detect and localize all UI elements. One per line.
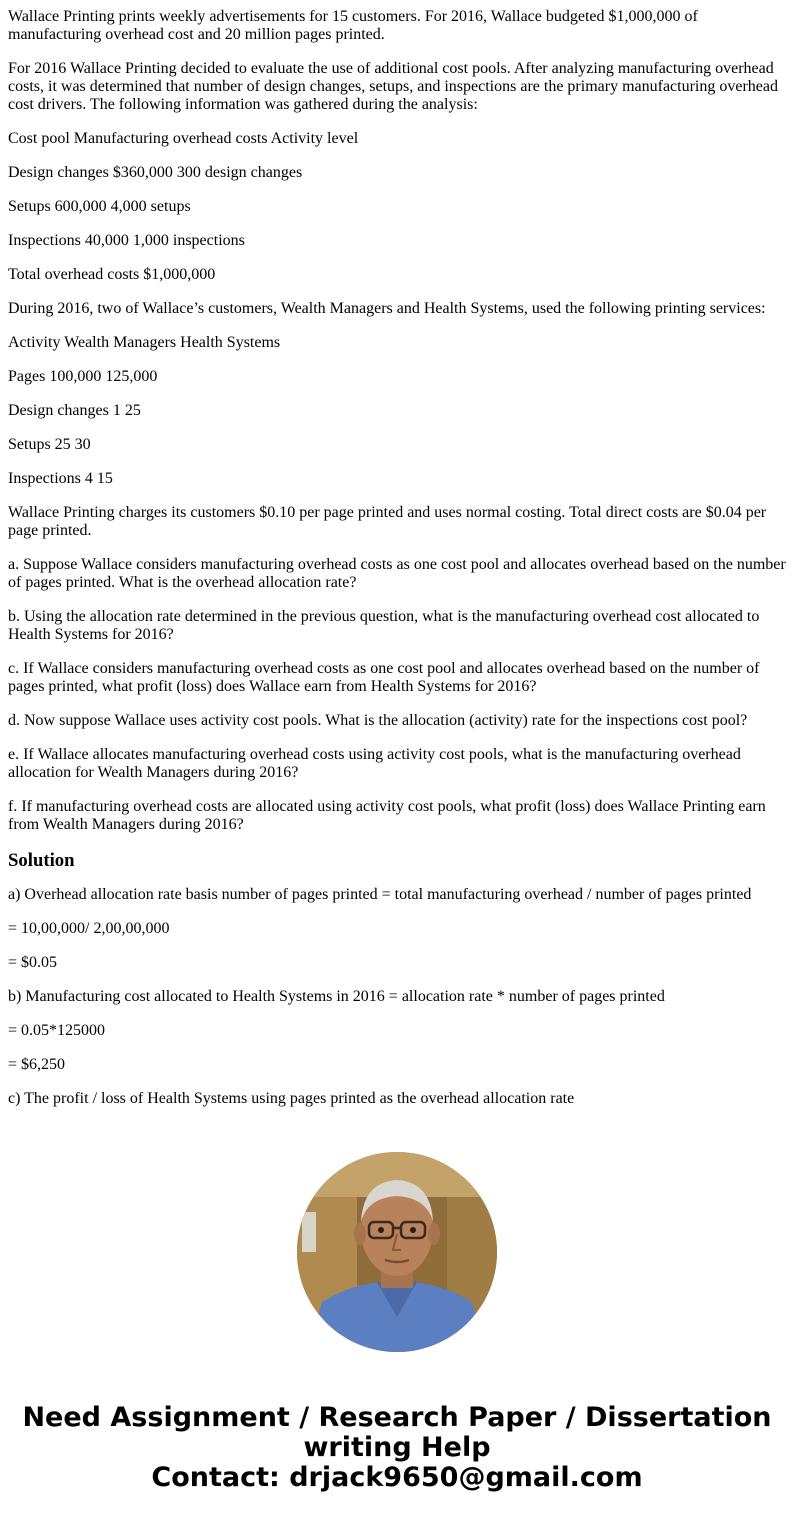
author-avatar (297, 1152, 497, 1352)
solution-line: b) Manufacturing cost allocated to Health Systems in 2016 = allocation rate * number of pages printed (8, 988, 665, 1005)
part-c: c. If Wallace considers manufacturing overhead costs as one cost pool and allocates overhead based on the number of pages printed, what profit (loss) does Wallace earn from Health Systems for 2016? (8, 660, 760, 695)
solution-line: = 10,00,000/ 2,00,00,000 (8, 920, 170, 937)
question-analysis: For 2016 Wallace Printing decided to evaluate the use of additional cost pools. After analyzing manufacturing overhead costs, it was determined that number of design changes, setups, and inspections are the primary manufacturing overhead cost drivers. The following information was gathered during the analysis: (8, 60, 778, 113)
promo-line-2: writing Help (303, 1432, 491, 1463)
charges-text: Wallace Printing charges its customers $0.10 per page printed and uses normal costing. Total direct costs are $0.04 per page printed. (8, 504, 767, 539)
solution-heading: Solution (8, 850, 75, 871)
cost-pool-header: Cost pool Manufacturing overhead costs Activity level (8, 130, 359, 147)
activity-pages: Pages 100,000 125,000 (8, 368, 158, 385)
solution-line: c) The profit / loss of Health Systems using pages printed as the overhead allocation rate (8, 1090, 575, 1107)
article-body (8, 8, 788, 1124)
part-a: a. Suppose Wallace considers manufacturing overhead costs as one cost pool and allocates overhead based on the number of pages printed. What is the overhead allocation rate? (8, 556, 786, 591)
solution-line: = $6,250 (8, 1056, 66, 1073)
question-intro: Wallace Printing prints weekly advertisements for 15 customers. For 2016, Wallace budgeted $1,000,000 of manufacturing overhead cost and 20 million pages printed. (8, 8, 698, 43)
activity-setups: Setups 25 30 (8, 436, 91, 453)
cost-pool-setups: Setups 600,000 4,000 setups (8, 198, 191, 215)
part-f: f. If manufacturing overhead costs are allocated using activity cost pools, what profit (loss) does Wallace Printing earn from Wealth Managers during 2016? (8, 798, 766, 833)
solution-line: a) Overhead allocation rate basis number of pages printed = total manufacturing overhead / number of pages printed (8, 886, 752, 903)
customers-intro: During 2016, two of Wallace’s customers, Wealth Managers and Health Systems, used the following printing services: (8, 300, 766, 317)
part-d: d. Now suppose Wallace uses activity cost pools. What is the allocation (activity) rate for the inspections cost pool? (8, 712, 748, 729)
activity-design-changes: Design changes 1 25 (8, 402, 141, 419)
cost-pool-total: Total overhead costs $1,000,000 (8, 266, 216, 283)
promo-footer (0, 1403, 794, 1493)
cost-pool-inspections: Inspections 40,000 1,000 inspections (8, 232, 245, 249)
solution-line: = 0.05*125000 (8, 1022, 106, 1039)
part-e: e. If Wallace allocates manufacturing overhead costs using activity cost pools, what is the manufacturing overhead allocation for Wealth Managers during 2016? (8, 746, 741, 781)
activity-inspections: Inspections 4 15 (8, 470, 113, 487)
promo-contact: Contact: drjack9650@gmail.com (151, 1462, 643, 1493)
activity-header: Activity Wealth Managers Health Systems (8, 334, 281, 351)
solution-line: = $0.05 (8, 954, 58, 971)
part-b: b. Using the allocation rate determined in the previous question, what is the manufacturing overhead cost allocated to Health Systems for 2016? (8, 608, 760, 643)
cost-pool-design-changes: Design changes $360,000 300 design changes (8, 164, 303, 181)
author-portrait-image (297, 1152, 497, 1352)
promo-line-1: Need Assignment / Research Paper / Dissertation (22, 1402, 772, 1433)
